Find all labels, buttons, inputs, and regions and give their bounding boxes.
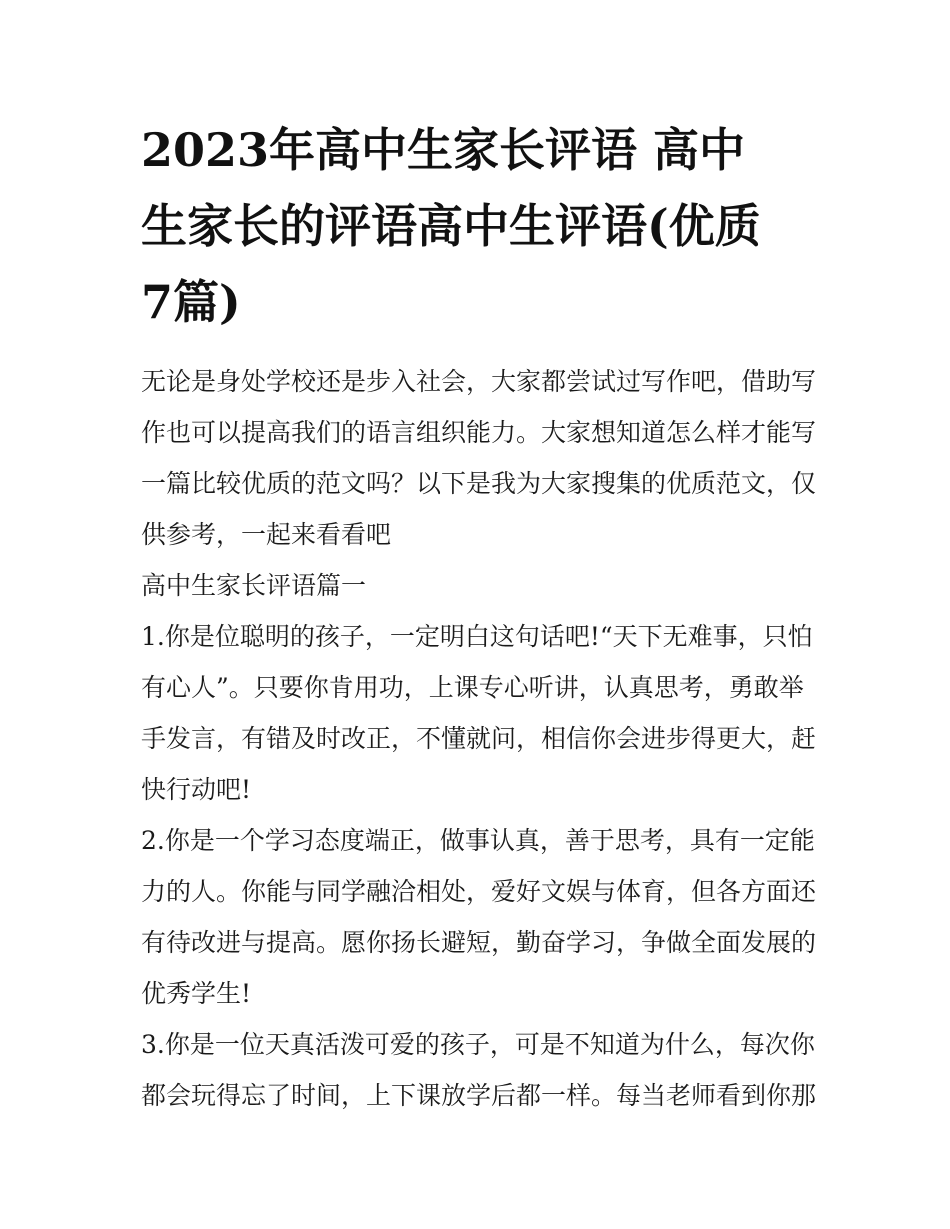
section-heading-block bbox=[141, 560, 816, 611]
comment-item-1 bbox=[141, 611, 816, 815]
text-line: 作也可以提高我们的语言组织能力。大家想知道怎么样才能写 bbox=[141, 418, 817, 447]
title-line: 生家长的评语高中生评语(优质 bbox=[141, 199, 761, 253]
text-line: 都会玩得忘了时间，上下课放学后都一样。每当老师看到你那 bbox=[141, 1081, 817, 1110]
text-line: 1.你是位聪明的孩子，一定明白这句话吧!“天下无难事，只怕 bbox=[141, 622, 813, 651]
text-line: 优秀学生! bbox=[141, 979, 252, 1008]
comment-item-2 bbox=[141, 815, 816, 1019]
section-heading: 高中生家长评语篇一 bbox=[141, 571, 367, 600]
text-line: 一篇比较优质的范文吗？以下是我为大家搜集的优质范文，仅 bbox=[141, 469, 817, 498]
text-line: 有心人”。只要你肯用功，上课专心听讲，认真思考，勇敢举 bbox=[141, 673, 804, 702]
title-line: 2023年高中生家长评语 高中 bbox=[141, 123, 746, 177]
intro-paragraph bbox=[141, 356, 816, 560]
text-line: 供参考，一起来看看吧 bbox=[141, 520, 392, 549]
text-line: 无论是身处学校还是步入社会，大家都尝试过写作吧，借助写 bbox=[141, 367, 817, 396]
text-line: 快行动吧! bbox=[141, 775, 252, 804]
text-line: 2.你是一个学习态度端正，做事认真，善于思考，具有一定能 bbox=[141, 826, 815, 855]
text-line: 手发言，有错及时改正，不懂就问，相信你会进步得更大，赶 bbox=[141, 724, 817, 753]
title-line: 7篇) bbox=[141, 275, 241, 329]
text-line: 3.你是一位天真活泼可爱的孩子，可是不知道为什么，每次你 bbox=[141, 1030, 815, 1059]
document-content bbox=[141, 112, 816, 1121]
text-line: 有待改进与提高。愿你扬长避短，勤奋学习，争做全面发展的 bbox=[141, 928, 817, 957]
text-line: 力的人。你能与同学融洽相处，爱好文娱与体育，但各方面还 bbox=[141, 877, 817, 906]
comment-item-3 bbox=[141, 1019, 816, 1121]
page-title bbox=[141, 112, 816, 340]
